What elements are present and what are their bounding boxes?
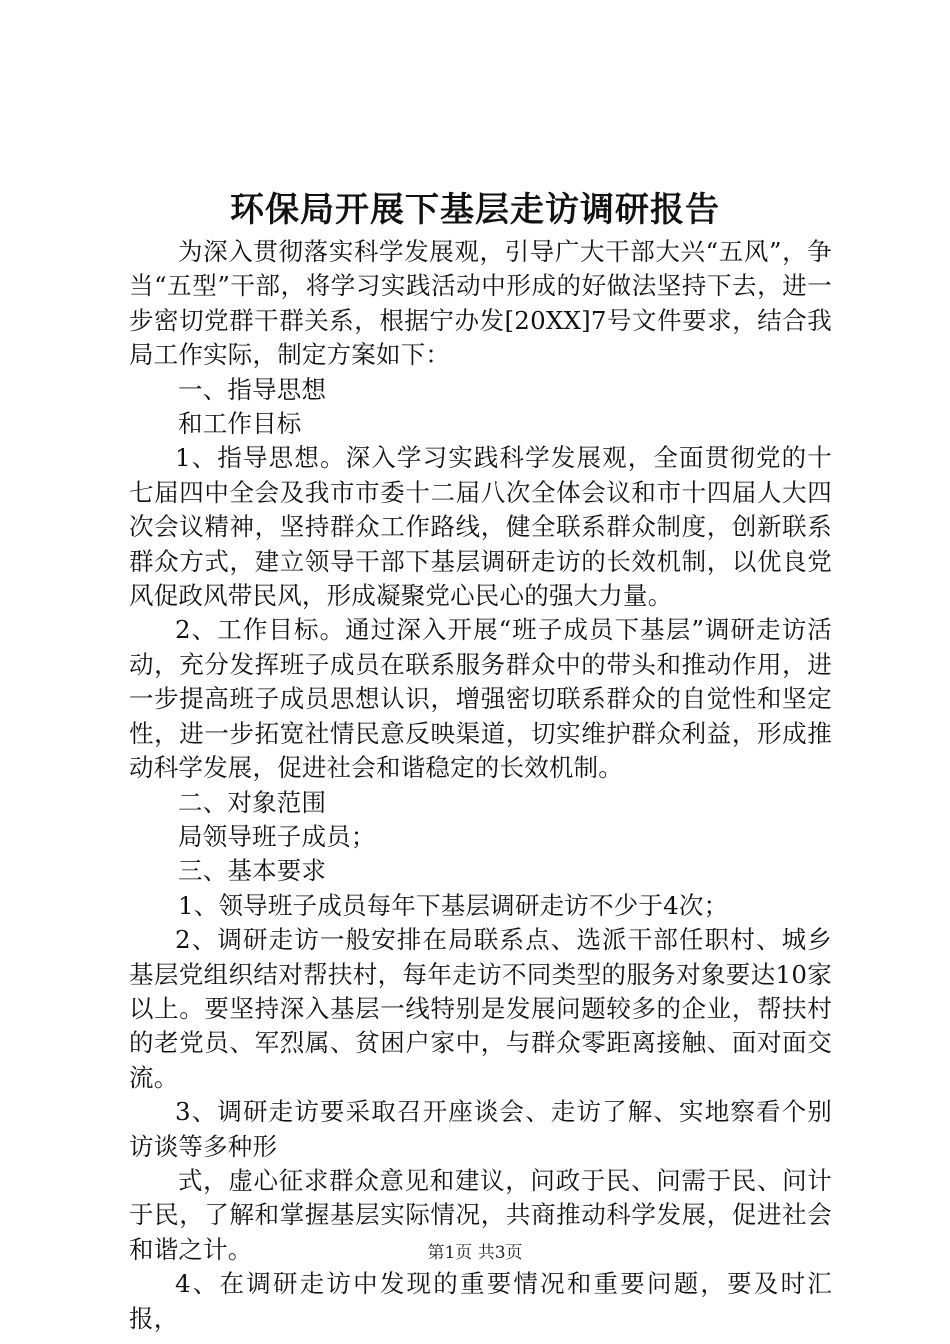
document-title: 环保局开展下基层走访调研报告 bbox=[230, 190, 720, 230]
paragraph-intro: 为深入贯彻落实科学发展观，引导广大干部大兴“五风”，争当“五型”干部，将学习实践活动中形成的好做法坚持下去，进一步密切党群干群关系，根据宁办发[20XX]7号文件要求，结合我局工作实际，制定方案如下： bbox=[129, 237, 832, 370]
heading-work-goal: 和工作目标 bbox=[178, 409, 302, 439]
paragraph-requirement-4: 4、在调研走访中发现的重要情况和重要问题，要及时汇报， bbox=[129, 1269, 832, 1333]
paragraph-requirement-1: 1、领导班子成员每年下基层调研走访不少于4次； bbox=[178, 890, 729, 920]
heading-scope: 二、对象范围 bbox=[178, 787, 327, 817]
heading-requirements: 三、基本要求 bbox=[178, 856, 327, 886]
heading-guiding-thought: 一、指导思想 bbox=[178, 374, 327, 404]
page-footer: 第1页 共3页 bbox=[427, 1243, 523, 1263]
paragraph-requirement-2: 2、调研走访一般安排在局联系点、选派干部任职村、城乡基层党组织结对帮扶村，每年走访不同类型的服务对象要达10家以上。要坚持深入基层一线特别是发展问题较多的企业，帮扶村的老党员、军烈属、贫困户家中，与群众零距离接触、面对面交流。 bbox=[129, 925, 832, 1092]
paragraph-work-goal: 2、工作目标。通过深入开展“班子成员下基层”调研走访活动，充分发挥班子成员在联系服务群众中的带头和推动作用，进一步提高班子成员思想认识，增强密切联系群众的自觉性和坚定性，进一步拓宽社情民意反映渠道，切实维护群众利益，形成推动科学发展，促进社会和谐稳定的长效机制。 bbox=[129, 615, 832, 783]
paragraph-scope: 局领导班子成员； bbox=[178, 821, 376, 851]
paragraph-requirement-3-cont: 式，虚心征求群众意见和建议，问政于民、问需于民、问计于民，了解和掌握基层实际情况，共商推动科学发展，促进社会和谐之计。 bbox=[129, 1165, 832, 1264]
paragraph-guiding-thought: 1、指导思想。深入学习实践科学发展观，全面贯彻党的十七届四中全会及我市市委十二届八次全体会议和市十四届人大四次会议精神，坚持群众工作路线，健全联系群众制度，创新联系群众方式，建立领导干部下基层调研走访的长效机制，以优良党风促政风带民风，形成凝聚党心民心的强大力量。 bbox=[129, 443, 832, 611]
document-body bbox=[129, 235, 832, 1336]
paragraph-requirement-3: 3、调研走访要采取召开座谈会、走访了解、实地察看个别访谈等多种形 bbox=[129, 1097, 832, 1161]
